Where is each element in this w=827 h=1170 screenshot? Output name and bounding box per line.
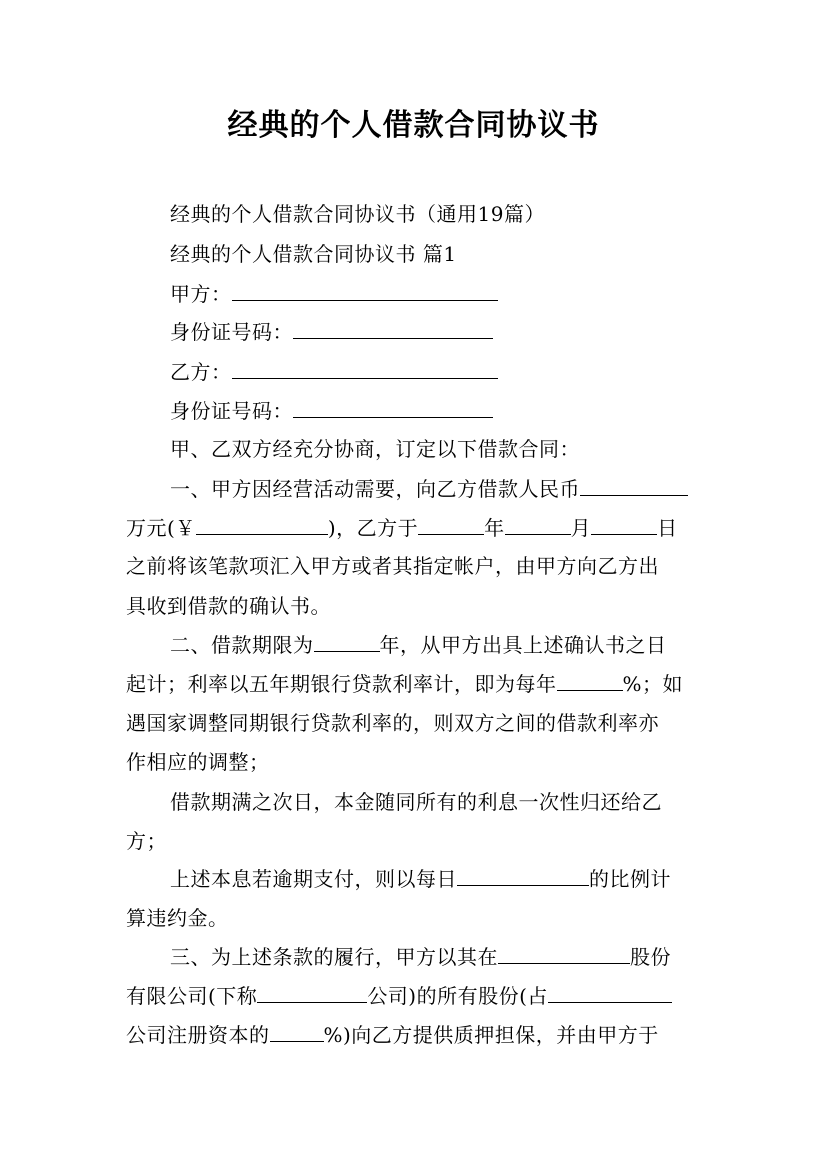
loan-amount-figure-blank[interactable] [196,516,328,535]
clause-1-line-2 [126,512,678,541]
clause-1-line-4: 具收到借款的确认书。 [126,594,331,618]
party-b-line [170,356,498,385]
document-title: 经典的个人借款合同协议书 [227,108,600,143]
party-b-blank[interactable] [232,360,498,379]
clause-3-text: 公司)的所有股份(占 [367,984,548,1008]
late-paragraph-line-1 [170,863,671,892]
party-b-label: 乙方： [170,360,232,384]
year-label: 年 [484,516,505,540]
intro-paragraph: 甲、乙双方经充分协商，订定以下借款合同： [170,437,580,461]
clause-3-text: 有限公司(下称 [126,984,258,1008]
late-text: 的比例计 [589,867,671,891]
clause-3-text: 公司注册资本的 [126,1023,270,1047]
company-short-name-blank[interactable] [257,984,367,1003]
day-label: 日 [657,516,678,540]
late-paragraph-line-2: 算违约金。 [126,906,229,930]
late-text: 上述本息若逾期支付，则以每日 [170,867,457,891]
clause-3-line-3 [126,1019,659,1048]
day-blank[interactable] [591,516,657,535]
party-a-blank[interactable] [232,282,498,301]
clause-2-text: 起计；利率以五年期银行贷款利率计，即为每年 [126,672,557,696]
share-percent-blank[interactable] [270,1023,324,1042]
party-b-id-blank[interactable] [293,399,493,418]
clause-1-text: 一、甲方因经营活动需要，向乙方借款人民币 [170,477,580,501]
clause-3-text: 股份 [630,945,671,969]
year-blank[interactable] [418,516,484,535]
month-label: 月 [570,516,592,540]
clause-2-line-3: 遇国家调整同期银行贷款利率的，则双方之间的借款利率亦 [126,711,659,735]
clause-3-text: 三、为上述条款的履行，甲方以其在 [170,945,498,969]
due-paragraph-line-2: 方； [126,829,167,853]
clause-1-text: )，乙方于 [327,516,419,540]
loan-amount-blank[interactable] [580,477,688,496]
clause-1-line-3: 之前将该笔款项汇入甲方或者其指定帐户，由甲方向乙方出 [126,554,659,578]
party-a-id-line [170,316,493,345]
party-b-id-line [170,395,493,424]
due-paragraph-line-1: 借款期满之次日，本金随同所有的利息一次性归还给乙 [170,790,662,814]
party-a-id-label: 身份证号码： [170,320,293,344]
month-blank[interactable] [505,516,571,535]
party-b-id-label: 身份证号码： [170,399,293,423]
clause-3-text: %)向乙方提供质押担保，并由甲方于 [323,1023,659,1047]
clause-2-text: %；如 [622,672,684,696]
clause-3-line-1 [170,941,671,970]
clause-1-line-1 [170,473,688,502]
share-count-blank[interactable] [548,984,672,1003]
section-heading: 经典的个人借款合同协议书 篇1 [170,242,457,266]
party-a-line [170,278,498,307]
clause-2-line-1 [170,629,667,658]
clause-2-line-4: 作相应的调整； [126,750,270,774]
penalty-rate-blank[interactable] [457,867,589,886]
clause-1-text: 万元(￥ [126,516,196,540]
company-name-blank[interactable] [498,945,630,964]
clause-2-text: 年，从甲方出具上述确认书之日 [379,633,667,657]
interest-rate-blank[interactable] [557,672,623,691]
clause-2-text: 二、借款期限为 [170,633,314,657]
clause-2-line-2 [126,668,683,697]
party-a-label: 甲方： [170,282,232,306]
loan-term-blank[interactable] [314,633,380,652]
document-subtitle: 经典的个人借款合同协议书（通用19篇） [170,202,545,226]
party-a-id-blank[interactable] [293,320,493,339]
clause-3-line-2 [126,980,672,1009]
